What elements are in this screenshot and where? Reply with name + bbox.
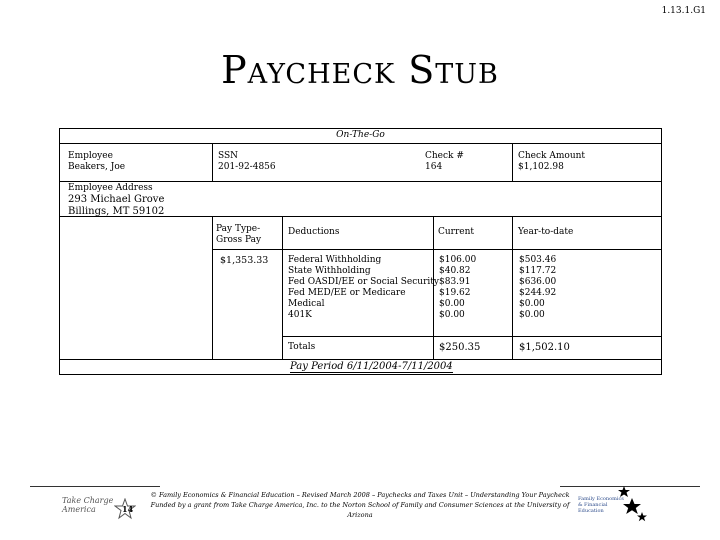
list-item: $40.82 [439,266,471,276]
list-item: Medical [288,299,325,309]
take-charge-america-logo: Take Charge America [62,496,114,514]
list-item: $117.72 [519,266,557,276]
deduction-ytd-values [519,255,556,321]
divider [212,216,213,359]
list-item: $106.00 [439,255,477,265]
divider [212,249,661,250]
pay-type-header: Pay Type- Gross Pay [216,224,262,245]
paycheck-stub-table [59,128,662,375]
list-item: Fed MED/EE or Medicare [288,288,406,298]
list-item: $0.00 [519,299,545,309]
footer-line-1: © Family Economics & Financial Education – Revised March 2008 – Paychecks and Taxes Unit – Understanding Your Paycheck [150,491,570,499]
badge-logo: 14 [114,498,136,522]
footer-rule-left [30,486,160,487]
list-item: Federal Withholding [288,255,382,265]
check-number-cell: Check # 164 [425,151,464,172]
ssn-value: 201-92-4856 [218,162,276,172]
fefe-logo: Family Economics & Financial Education [578,496,624,514]
divider [282,336,661,337]
address-line-2: Billings, MT 59102 [68,206,165,217]
page-title: Paycheck Stub [221,48,499,92]
ssn-cell: SSN 201-92-4856 [218,151,276,172]
list-item: $0.00 [439,299,465,309]
stars-icon [614,484,650,524]
current-header: Current [438,227,475,237]
pay-period: Pay Period 6/11/2004-7/11/2004 [290,361,453,372]
list-item: Fed OASDI/EE or Social Security [288,277,439,287]
address-line-1: 293 Michael Grove [68,194,165,205]
company-name: On-The-Go [336,130,385,140]
totals-current: $250.35 [439,342,481,353]
totals-label: Totals [288,342,316,352]
ytd-header: Year-to-date [518,227,574,237]
list-item: $636.00 [519,277,557,287]
list-item: $0.00 [519,310,545,320]
footer-text [150,490,570,520]
list-item: $503.46 [519,255,557,265]
list-item: $244.92 [519,288,557,298]
gross-pay-value: $1,353.33 [220,255,269,266]
divider [60,181,661,182]
list-item: 401K [288,310,312,320]
divider [282,216,283,359]
totals-ytd: $1,502.10 [519,342,570,353]
list-item: State Withholding [288,266,371,276]
check-amount-value: $1,102.98 [518,162,564,172]
deduction-names [288,255,439,321]
divider [60,143,661,144]
check-amount-cell: Check Amount $1,102.98 [518,151,586,172]
divider [512,143,513,181]
deduction-current-values [439,255,476,321]
divider [60,216,661,217]
address-cell: Employee Address 293 Michael Grove Billings, MT 59102 [68,183,165,217]
stars-logo [614,484,650,526]
footer-line-2: Funded by a grant from Take Charge America, Inc. to the Norton School of Family and Consumer Sciences at the University of Arizona [150,501,570,519]
list-item: $19.62 [439,288,471,298]
list-item: $0.00 [439,310,465,320]
employee-cell: Employee Beakers, Joe [68,151,126,172]
list-item: $83.91 [439,277,471,287]
deductions-header: Deductions [288,227,340,237]
divider [212,143,213,181]
divider [60,359,661,360]
employee-name: Beakers, Joe [68,162,126,172]
check-number-value: 164 [425,162,443,172]
divider [512,216,513,359]
document-code: 1.13.1.G1 [661,6,706,16]
